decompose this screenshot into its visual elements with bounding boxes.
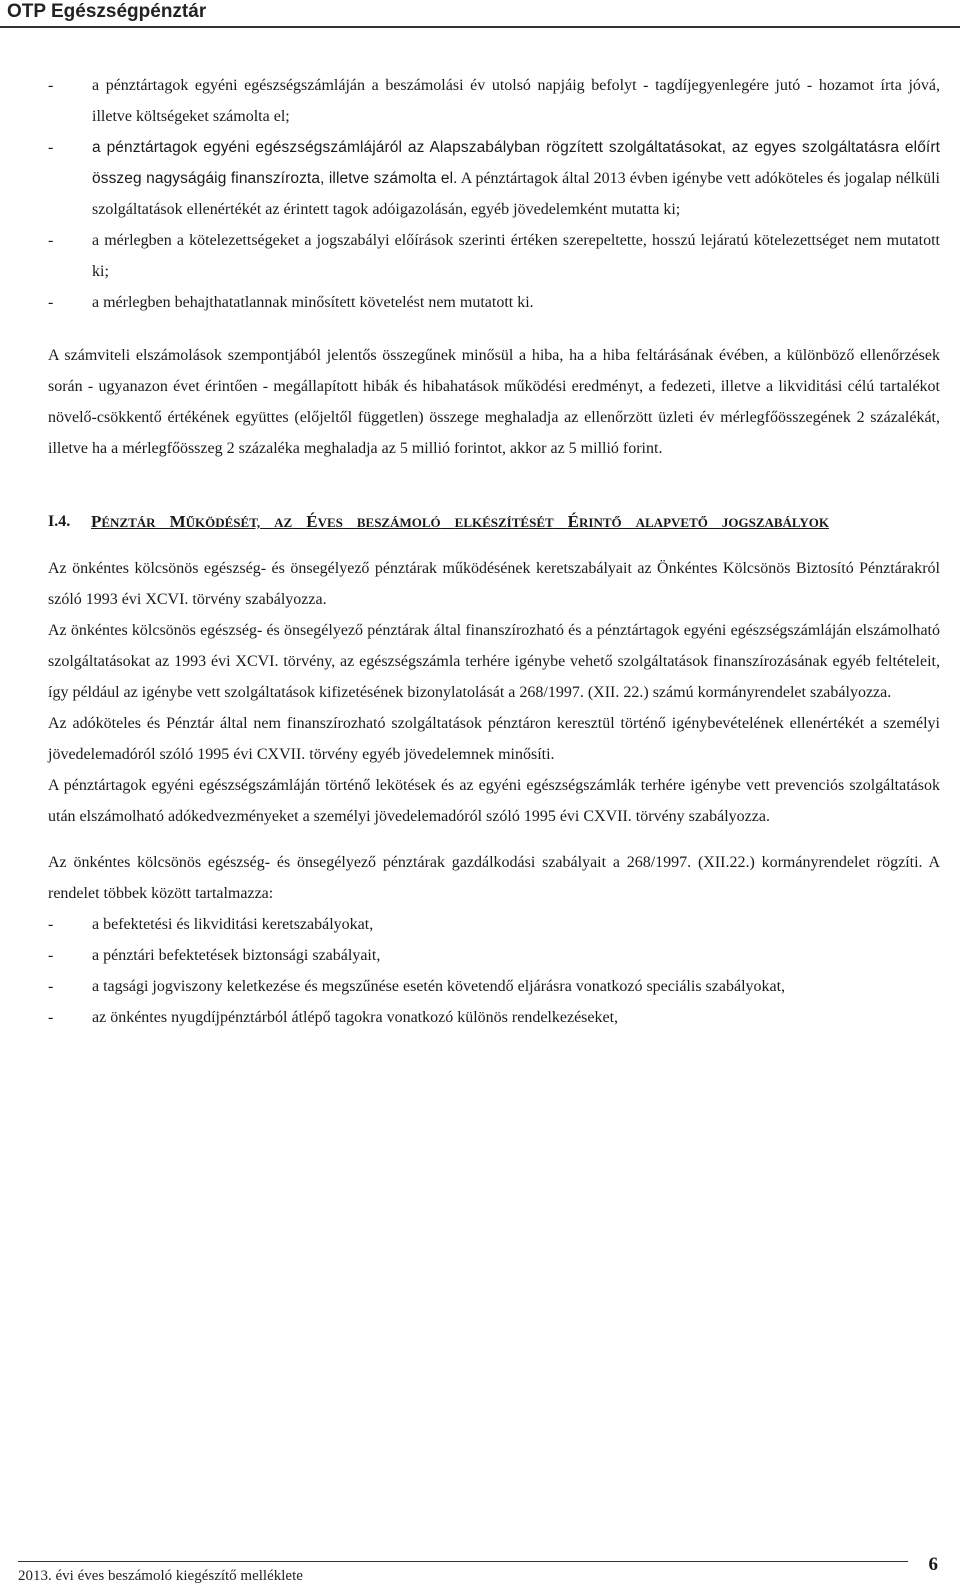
list-item: - a mérlegben a kötelezettségeket a jogszabályi előírások szerinti értéken szerepeltette, hosszú lejáratú kötelezettséget nem mutatott ki; bbox=[48, 232, 940, 280]
list-item: - a mérlegben behajthatatlannak minősített követelést nem mutatott ki. bbox=[48, 294, 534, 311]
header-title: OTP Egészségpénztár bbox=[7, 1, 207, 22]
footer-divider bbox=[18, 1561, 908, 1562]
law-paragraph: A pénztártagok egyéni egészségszámláján történő lekötések és az egyéni egészségszámlák terhére igénybe vett prevenciós szolgáltatások után elszámolható adókedvezményeket a személyi jövedelemadóról szóló 1995 évi CXVII. törvény szabályozza. bbox=[48, 777, 940, 825]
law-paragraph: Az önkéntes kölcsönös egészség- és önsegélyező pénztárak működésének keretszabályait az Önkéntes Kölcsönös Biztosító Pénztárakról szóló 1993 évi XCVI. törvény szabályozza. bbox=[48, 560, 940, 608]
materiality-paragraph: A számviteli elszámolások szempontjából jelentős összegűnek minősül a hiba, ha a hiba feltárásának évében, a különböző ellenőrzések során - ugyanazon évet érintően - megállapított hibák és hibahatások működési eredményt, a fedezeti, illetve a likviditási célú tartalékot növelő-csökkentő értékének együttes (előjeltől független) összege meghaladja az ellenőrzött üzleti év mérlegfőösszegének 2 százalékát, illetve ha a mérlegfőösszeg 2 százaléka meghaladja az 5 millió forintot, akkor az 5 millió forint. bbox=[48, 347, 940, 457]
law-paragraph: Az önkéntes kölcsönös egészség- és önsegélyező pénztárak által finanszírozható és a pénztártagok egyéni egészségszámláján elszámolható szolgáltatásokat az 1993 évi XCVI. törvény, az egészségszámla terhére igénybe vehető szolgáltatások finanszírozásának egyéb feltételeit, így például az igénybe vett szolgáltatások kifizetésének bizonylatolását a 268/1997. (XII. 22.) számú kormányrendelet szabályozza. bbox=[48, 622, 940, 701]
title-word: BESZÁMOLÓ bbox=[356, 515, 441, 530]
decree-paragraph: Az önkéntes kölcsönös egészség- és önsegélyező pénztárak gazdálkodási szabályait a 268/1997. (XII.22.) kormányrendelet rögzíti. A rendelet többek között tartalmazza: bbox=[48, 854, 940, 902]
list-block-1 bbox=[48, 70, 940, 318]
document-body bbox=[48, 70, 940, 1033]
header-divider bbox=[0, 26, 960, 28]
list-item: - az önkéntes nyugdíjpénztárból átlépő tagokra vonatkozó különös rendelkezéseket, bbox=[48, 1009, 619, 1026]
list-item: - a pénztártagok egyéni egészségszámláján a beszámolási év utolsó napjáig befolyt - tagdíjegyenlegére jutó - hozamot írta jóvá, illetve költségeket számolta el; bbox=[48, 77, 940, 125]
list-item: - a befektetési és likviditási keretszabályokat, bbox=[48, 916, 374, 933]
title-word: ÉVES bbox=[306, 512, 343, 531]
section-number: I.4. bbox=[48, 513, 71, 530]
title-word: PÉNZTÁR bbox=[91, 512, 156, 531]
list-item: - a tagsági jogviszony keletkezése és megszűnése esetén követendő eljárásra vonatkozó speciális szabályokat, bbox=[48, 978, 786, 995]
page-number: 6 bbox=[928, 1554, 938, 1575]
title-word: ÉRINTŐ bbox=[567, 512, 622, 531]
title-word: JOGSZABÁLYOK bbox=[721, 515, 830, 530]
title-word: ELKÉSZÍTÉSÉT bbox=[454, 515, 554, 530]
footer-text: 2013. évi éves beszámoló kiegészítő melléklete bbox=[18, 1568, 303, 1584]
title-word: MŰKÖDÉSÉT, bbox=[169, 512, 261, 531]
list-block-2 bbox=[48, 909, 940, 1033]
title-word: AZ bbox=[274, 515, 293, 530]
section-heading bbox=[48, 506, 940, 538]
page-header bbox=[0, 0, 960, 27]
list-item: - a pénztártagok egyéni egészségszámlájáról az Alapszabályban rögzített szolgáltatásokat, az egyes szolgáltatásra előírt összeg nagyságáig finanszírozta, illetve számolta el. A pénztártagok által 2013 évben igénybe vett adóköteles és jogalap nélküli szolgáltatások ellenértékét az érintett tagok adóigazolásán, egyéb jövedelemként mutatta ki; bbox=[48, 139, 941, 218]
title-word: ALAPVETŐ bbox=[635, 515, 708, 530]
list-item: - a pénztári befektetések biztonsági szabályait, bbox=[48, 947, 381, 964]
section-title bbox=[91, 506, 940, 538]
law-paragraph: Az adóköteles és Pénztár által nem finanszírozható szolgáltatások pénztáron keresztül történő igénybevételének ellenértékét a személyi jövedelemadóról szóló 1995 évi CXVII. törvény egyéb jövedelemnek minősíti. bbox=[48, 715, 940, 763]
